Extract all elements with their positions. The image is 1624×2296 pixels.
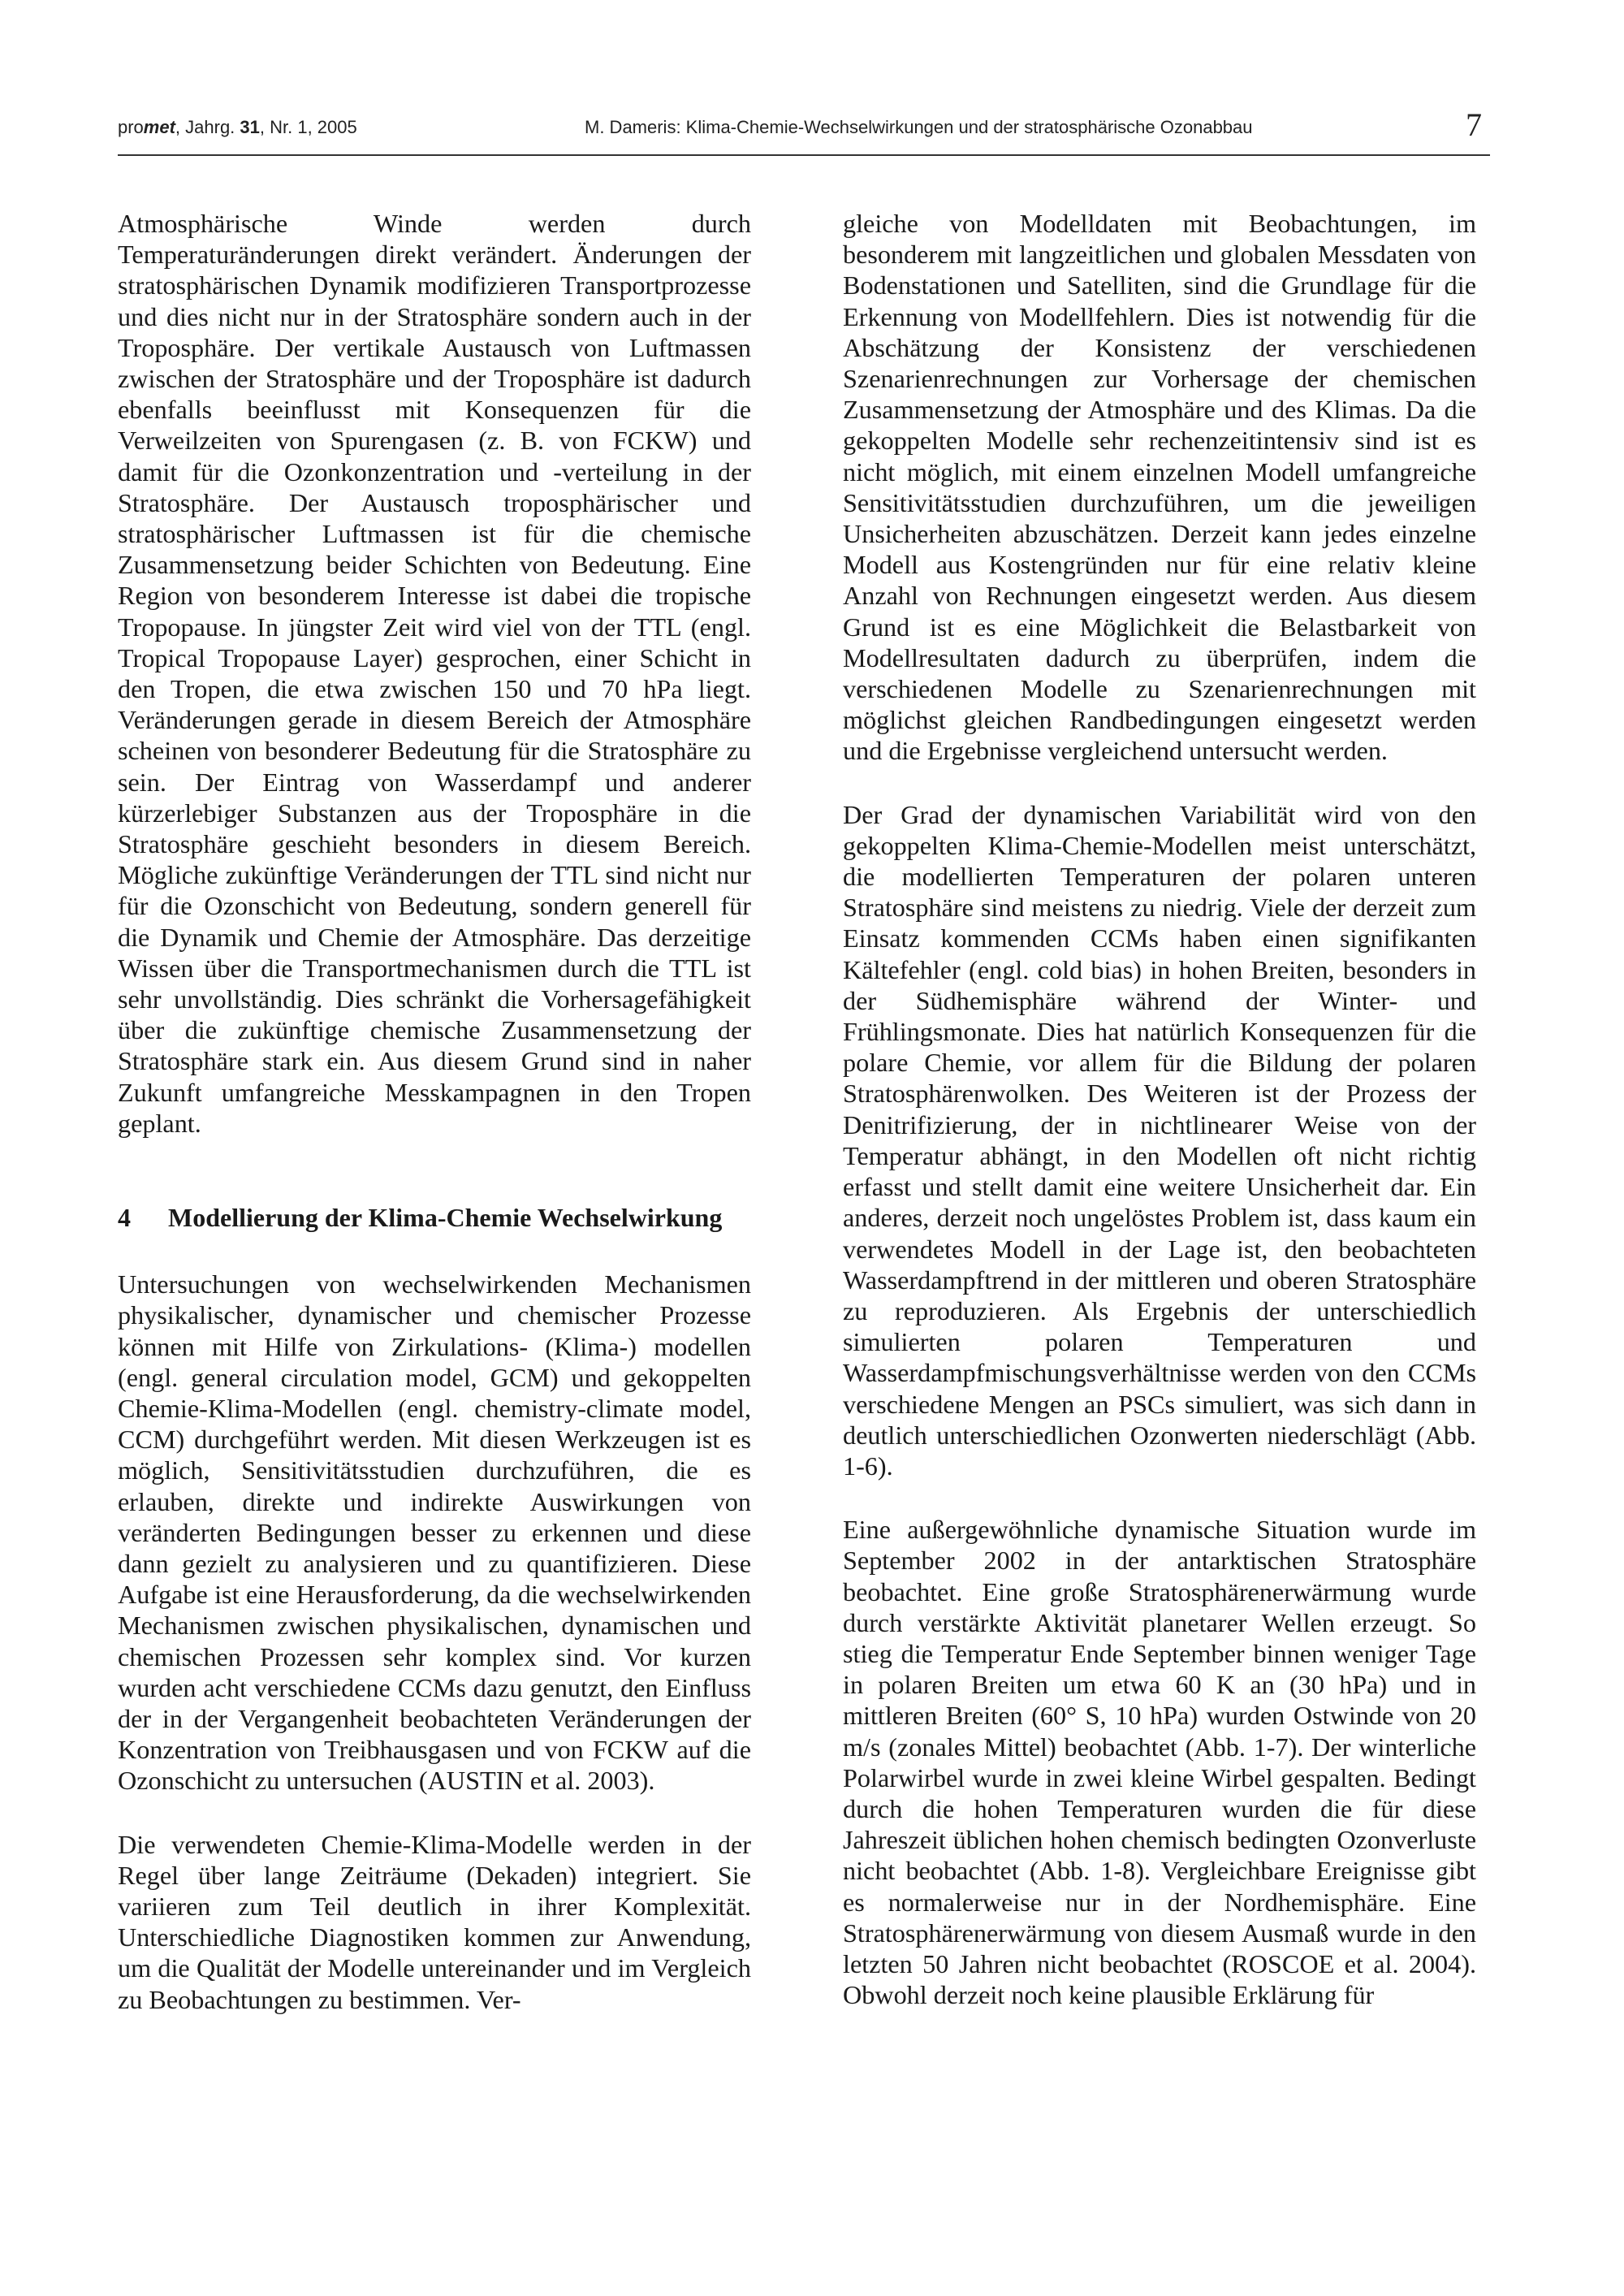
journal-name-met: met: [143, 117, 175, 137]
paragraph-model-comparison: gleiche von Modelldaten mit Beobachtungen, im besonderem mit langzeitlichen und globalen Messdaten von Bodenstationen und Satelliten, sind die Grundlage für die Erkennung von Modellfehlern. Dies ist notwendig für die Abschätzung der Konsistenz der verschiedenen Szenarienrechnungen zur Vorhersage der chemischen Zusammensetzung der Atmosphäre und des Klimas. Da die gekoppelten Modelle sehr rechenzeitintensiv sind ist es nicht möglich, mit einem einzelnen Modell umfangreiche Sensitivitätsstudien durchzuführen, um die jeweiligen Unsicherheiten abzuschätzen. Derzeit kann jedes einzelne Modell aus Kostengründen nur für eine relativ kleine Anzahl von Rechnungen eingesetzt werden. Aus diesem Grund ist es eine Möglichkeit die Belastbarkeit von Modellresultaten dadurch zu überprüfen, indem die verschiedenen Modelle zu Szenarienrechnungen mit möglichst gleichen Randbedingungen eingesetzt werden und die Ergebnisse vergleichend untersucht werden.: [843, 209, 1476, 766]
header-rule: [118, 154, 1490, 156]
journal-year: , Jahrg.: [175, 117, 240, 137]
section-number: 4: [118, 1203, 131, 1233]
author-title: M. Dameris: Klima-Chemie-Wechselwirkungen und der stratosphärische Ozonabbau: [585, 117, 1253, 137]
section-heading: [118, 1202, 751, 1233]
left-column: [118, 208, 751, 2015]
section-title: Modellierung der Klima-Chemie Wechselwirkung: [168, 1203, 723, 1233]
journal-volume: 31: [240, 117, 260, 137]
journal-name-pro: pro: [118, 117, 144, 137]
paragraph-variability: Der Grad der dynamischen Variabilität wird von den gekoppelten Klima-Chemie-Modellen meist unterschätzt, die modellierten Temperaturen der polaren unteren Stratosphäre sind meistens zu niedrig. Viele der derzeit zum Einsatz kommenden CCMs haben einen signifikanten Kältefehler (engl. cold bias) in hohen Breiten, besonders in der Südhemisphäre während der Winter- und Frühlingsmonate. Dies hat natürlich Konsequenzen für die polare Chemie, vor allem für die Bildung der polaren Stratosphärenwolken. Des Weiteren ist der Prozess der Denitrifizierung, der in nichtlinearer Weise von der Temperatur abhängt, in den Modellen oft nicht richtig erfasst und stellt damit eine weitere Unsicherheit dar. Ein anderes, derzeit noch ungelöstes Problem ist, dass kaum ein verwendetes Modell in der Lage ist, den beobachteten Wasserdampftrend in der mittleren und oberen Stratosphäre zu reproduzieren. Als Ergebnis der unterschiedlich simulierten polaren Temperaturen und Wasserdampfmischungsverhältnisse werden von den CCMs verschiedene Mengen an PSCs simuliert, was sich dann in deutlich unterschiedlichen Ozonwerten niederschlägt (Abb. 1-6).: [843, 799, 1476, 1481]
right-column: [843, 208, 1476, 2010]
paragraph-ccm-integration: Die verwendeten Chemie-Klima-Modelle werden in der Regel über lange Zeiträume (Dekaden) integriert. Sie variieren zum Teil deutlich in ihrer Komplexität. Unterschiedliche Diagnostiken kommen zur Anwendung, um die Qualität der Modelle untereinander und im Vergleich zu Beobachtungen zu bestimmen. Ver-: [118, 1829, 751, 2014]
page-number: 7: [1466, 106, 1482, 143]
paragraph-tropopause: Atmosphärische Winde werden durch Temperaturänderungen direkt verändert. Änderungen der stratosphärischen Dynamik modifizieren Transportprozesse und dies nicht nur in der Stratosphäre sondern auch in der Troposphäre. Der vertikale Austausch von Luftmassen zwischen der Stratosphäre und der Troposphäre ist dadurch ebenfalls beeinflusst mit Konsequenzen für die Verweilzeiten von Spurengasen (z. B. von FCKW) und damit für die Ozonkonzentration und -verteilung in der Stratosphäre. Der Austausch troposphärischer und stratosphärischer Luftmassen ist für die chemische Zusammensetzung beider Schichten von Bedeutung. Eine Region von besonderem Interesse ist dabei die tropische Tropopause. In jüngster Zeit wird viel von der TTL (engl. Tropical Tropopause Layer) gesprochen, einer Schicht in den Tropen, die etwa zwischen 150 und 70 hPa liegt. Veränderungen gerade in diesem Bereich der Atmosphäre scheinen von besonderer Bedeutung für die Stratosphäre zu sein. Der Eintrag von Wasserdampf und anderer kürzerlebiger Substanzen aus der Troposphäre in die Stratosphäre geschieht besonders in diesem Bereich. Mögliche zukünftige Veränderungen der TTL sind nicht nur für die Ozonschicht von Bedeutung, sondern generell für die Dynamik und Chemie der Atmosphäre. Das derzeitige Wissen über die Transportmechanismen durch die TTL ist sehr unvollständig. Dies schränkt die Vorhersagefähigkeit über die zukünftige chemische Zusammensetzung der Stratosphäre stark ein. Aus diesem Grund sind in naher Zukunft umfangreiche Messkampagnen in den Tropen geplant.: [118, 209, 751, 1138]
paragraph-modelling: Untersuchungen von wechselwirkenden Mechanismen physikalischer, dynamischer und chemischer Prozesse können mit Hilfe von Zirkulations- (Klima-) modellen (engl. general circulation model, GCM) und gekoppelten Chemie-Klima-Modellen (engl. chemistry-climate model, CCM) durchgeführt werden. Mit diesen Werkzeugen ist es möglich, Sensitivitätsstudien durchzuführen, die es erlauben, direkte und indirekte Auswirkungen von veränderten Bedingungen besser zu erkennen und diese dann gezielt zu analysieren und zu quantifizieren. Diese Aufgabe ist eine Herausforderung, da die wechselwirkenden Mechanismen zwischen physikalischen, dynamischen und chemischen Prozessen sehr komplex sind. Vor kurzen wurden acht verschiedene CCMs dazu genutzt, den Einfluss der in der Vergangenheit beobachteten Veränderungen der Konzentration von Treibhausgasen und von FCKW auf die Ozonschicht zu untersuchen (AUSTIN et al. 2003).: [118, 1269, 751, 1796]
journal-citation: [118, 117, 357, 138]
paragraph-september-2002: Eine außergewöhnliche dynamische Situation wurde im September 2002 in der antarktischen Stratosphäre beobachtet. Eine große Stratosphärenerwärmung wurde durch verstärkte Aktivität planetarer Wellen erzeugt. So stieg die Temperatur Ende September binnen weniger Tage in polaren Breiten um etwa 60 K an (30 hPa) und in mittleren Breiten (60° S, 10 hPa) wurden Ostwinde von 20 m/s (zonales Mittel) beobachtet (Abb. 1-7). Der winterliche Polarwirbel wurde in zwei kleine Wirbel gespalten. Bedingt durch die hohen Temperaturen wurden die für diese Jahreszeit üblichen hohen chemisch bedingten Ozonverluste nicht beobachtet (Abb. 1-8). Vergleichbare Ereignisse gibt es normalerweise nur in der Nordhemisphäre. Eine Stratosphärenerwärmung von diesem Ausmaß wurde in den letzten 50 Jahren nicht beobachtet (ROSCOE et al. 2004). Obwohl derzeit noch keine plausible Erklärung für: [843, 1515, 1476, 2010]
running-header: [118, 106, 1490, 154]
journal-issue: , Nr. 1, 2005: [259, 117, 357, 137]
